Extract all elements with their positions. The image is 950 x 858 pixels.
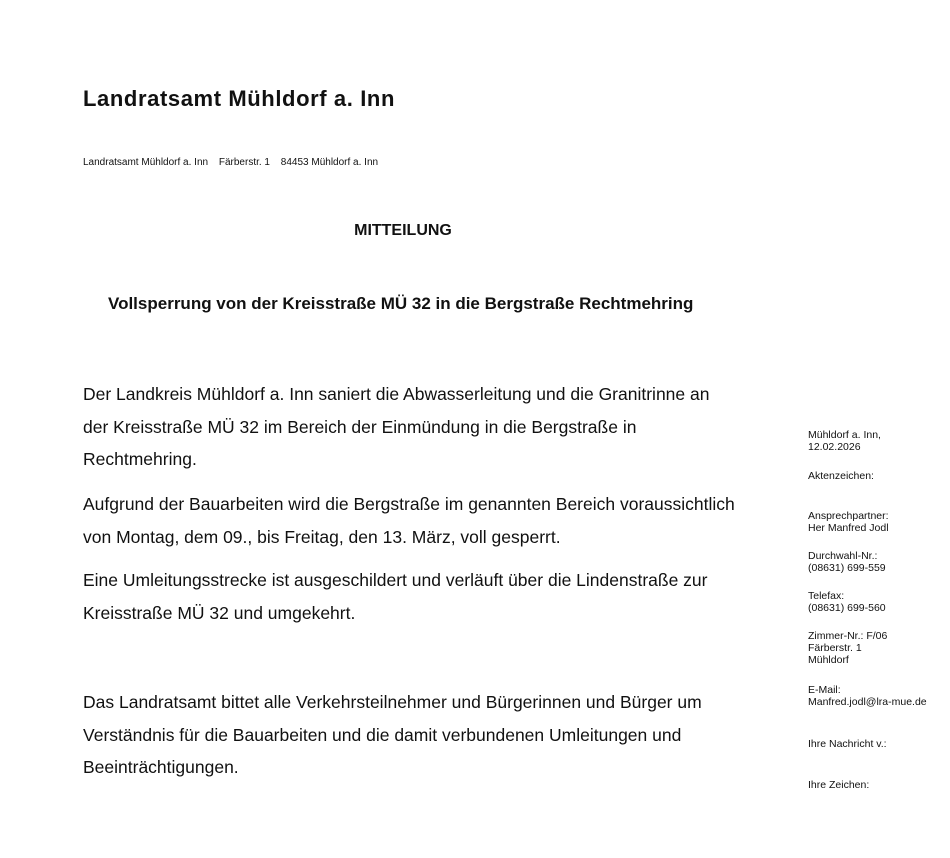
- body-paragraph: [83, 564, 783, 629]
- paragraph-line: von Montag, dem 09., bis Freitag, den 13. März, voll gesperrt.: [83, 526, 561, 547]
- agency-name: Landratsamt Mühldorf a. Inn: [83, 86, 395, 111]
- paragraph-line: Der Landkreis Mühldorf a. Inn saniert die Abwasserleitung und die Granitrinne an: [83, 384, 710, 404]
- sender-street: Färberstr. 1: [218, 157, 270, 168]
- body-paragraph: [83, 488, 783, 553]
- fax-label: Telefax:: [808, 590, 845, 602]
- direct-dial-label: Durchwahl-Nr.:: [808, 550, 878, 562]
- your-reference-label: Ihre Zeichen:: [808, 779, 870, 791]
- paragraph-line: Kreisstraße MÜ 32 und umgekehrt.: [83, 602, 356, 623]
- file-number-block: [808, 470, 874, 482]
- letter-date: 12.02.2026: [808, 441, 861, 453]
- paragraph-line: Verständnis für die Bauarbeiten und die damit verbundenen Umleitungen und: [83, 724, 682, 745]
- place-date-block: [808, 429, 881, 453]
- contact-label: Ansprechpartner:: [808, 510, 889, 522]
- document-type-heading: MITTEILUNG: [354, 222, 452, 239]
- body-paragraph: [83, 378, 783, 476]
- email-label: E-Mail:: [808, 684, 841, 696]
- paragraph-line: Aufgrund der Bauarbeiten wird die Bergstraße im genannten Bereich voraussichtlich: [83, 494, 735, 514]
- contact-block: [808, 510, 889, 534]
- room-block: [808, 630, 887, 666]
- body-paragraph: [83, 686, 783, 784]
- document-subject: Vollsperrung von der Kreisstraße MÜ 32 in die Bergstraße Rechtmehring: [108, 294, 694, 313]
- fax-block: [808, 590, 886, 614]
- room-number: Zimmer-Nr.: F/06: [808, 630, 888, 642]
- sender-name: Landratsamt Mühldorf a. Inn: [83, 157, 209, 168]
- fax-number: (08631) 699-560: [808, 602, 886, 614]
- email-address: Manfred.jodl@lra-mue.de: [808, 696, 927, 708]
- room-city: Mühldorf: [808, 654, 849, 666]
- your-message-block: [808, 738, 887, 750]
- place: Mühldorf a. Inn,: [808, 429, 881, 441]
- sender-address-line: [83, 157, 386, 168]
- your-message-label: Ihre Nachricht v.:: [808, 738, 887, 750]
- file-number-label: Aktenzeichen:: [808, 470, 874, 482]
- direct-dial-block: [808, 550, 886, 574]
- paragraph-line: Das Landratsamt bittet alle Verkehrsteilnehmer und Bürgerinnen und Bürger um: [83, 692, 702, 712]
- email-block: [808, 684, 927, 708]
- paragraph-line: Eine Umleitungsstrecke ist ausgeschildert und verläuft über die Lindenstraße zur: [83, 570, 708, 590]
- paragraph-line: Beeinträchtigungen.: [83, 757, 239, 777]
- paragraph-line: der Kreisstraße MÜ 32 im Bereich der Einmündung in die Bergstraße in: [83, 416, 637, 437]
- room-street: Färberstr. 1: [808, 642, 862, 654]
- contact-name: Her Manfred Jodl: [808, 522, 889, 534]
- your-reference-block: [808, 779, 869, 791]
- paragraph-line: Rechtmehring.: [83, 449, 197, 469]
- sender-city: 84453 Mühldorf a. Inn: [280, 157, 379, 168]
- direct-dial-number: (08631) 699-559: [808, 562, 886, 574]
